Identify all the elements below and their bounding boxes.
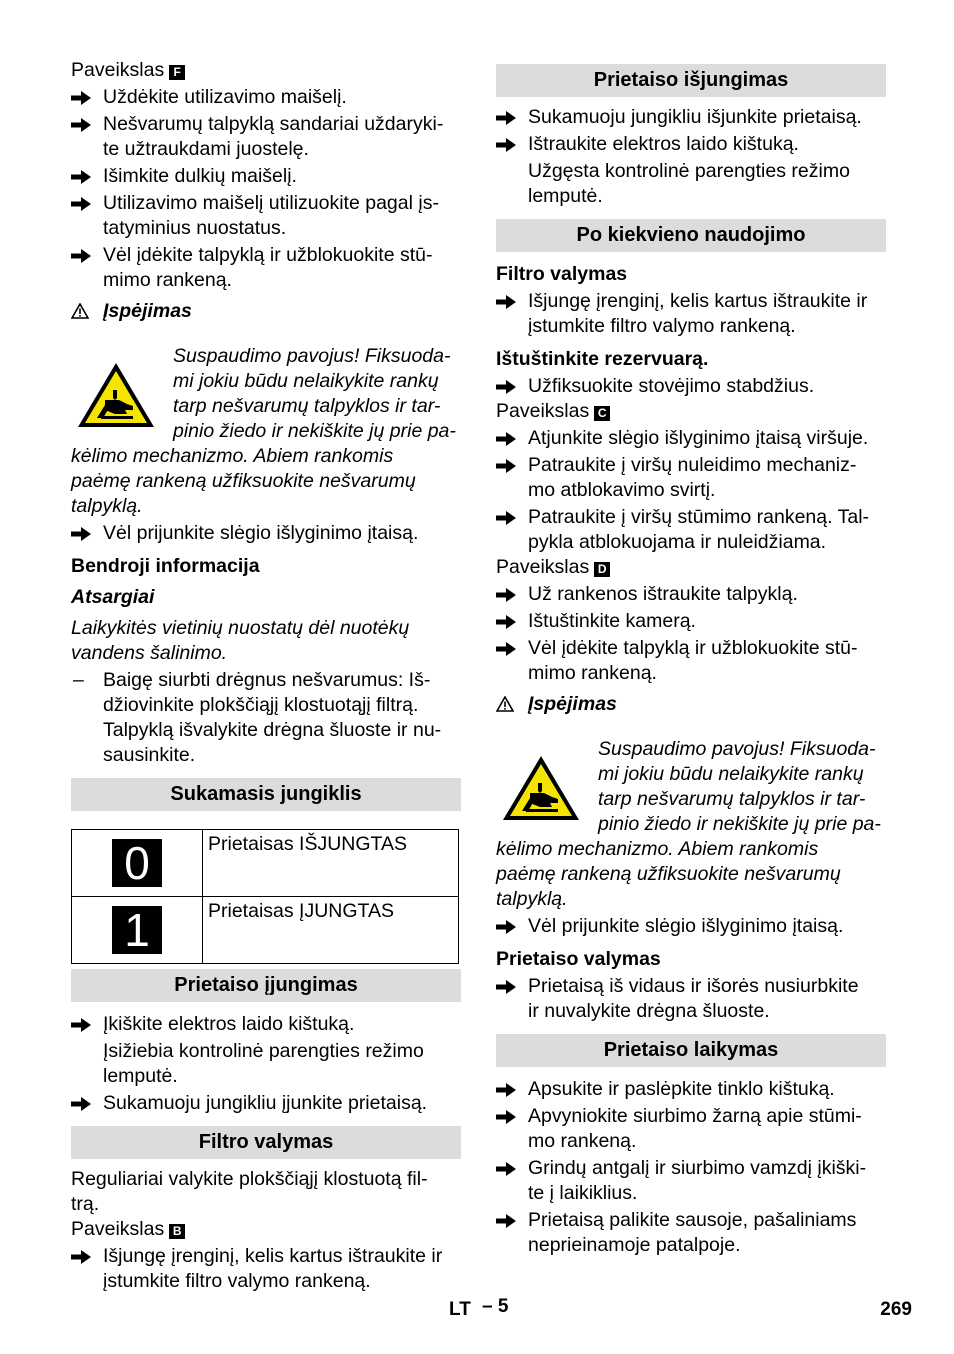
arrow-icon: [496, 1162, 516, 1176]
arrow-icon: [496, 432, 516, 446]
step-result: Užgęsta kontrolinė parengties režimo lemputė.: [528, 160, 850, 207]
section-title: Prietaiso valymas: [496, 947, 661, 970]
arrow-icon: [496, 1110, 516, 1124]
table-row: [72, 829, 459, 896]
list-item: Utilizavimo maišelį utilizuokite pagal įs- tatyminius nuostatus.: [71, 191, 461, 241]
figure-letter: B: [169, 1224, 185, 1239]
right-column: [496, 64, 886, 1258]
list-item: Užfiksuokite stovėjimo stabdžius.: [496, 374, 886, 399]
figure-reference: Paveikslas B: [71, 1217, 461, 1242]
arrow-icon: [496, 459, 516, 473]
arrow-icon: [496, 511, 516, 525]
footer-language: LT: [449, 1299, 471, 1320]
list-item: Apvyniokite siurbimo žarną apie stūmi- mo rankeną.: [496, 1104, 886, 1154]
warning-triangle-icon: [71, 303, 89, 319]
list-item: Vėl prijunkite slėgio išlyginimo įtaisą.: [496, 914, 886, 939]
table-cell: Prietaisas ĮJUNGTAS: [203, 896, 459, 963]
hand-crush-hazard-icon: [75, 360, 157, 430]
list-item: Vėl įdėkite talpyklą ir užblokuokite stū- mimo rankeną.: [71, 243, 461, 293]
list-item: Prietaisą iš vidaus ir išorės nusiurbkite ir nuvalykite drėgna šluoste.: [496, 974, 886, 1024]
list-item: Uždėkite utilizavimo maišelį.: [71, 85, 461, 110]
section-heading: Prietaiso laikymas: [496, 1034, 886, 1067]
arrow-icon: [496, 1214, 516, 1228]
paragraph: Reguliariai valykite plokščiąjį klostuotą fil- trą.: [71, 1167, 428, 1215]
table-cell: Prietaisas IŠJUNGTAS: [203, 829, 459, 896]
list-item: Už rankenos ištraukite talpyklą.: [496, 582, 886, 607]
arrow-icon: [71, 1250, 91, 1264]
arrow-icon: [496, 380, 516, 394]
arrow-icon: [496, 920, 516, 934]
figure-reference: Paveikslas D: [496, 555, 886, 580]
table-row: [72, 896, 459, 963]
warning-title: Įspėjimas: [496, 692, 886, 717]
figure-reference: Paveikslas F: [71, 58, 461, 83]
figure-reference: Paveikslas C: [496, 399, 886, 424]
arrow-icon: [496, 980, 516, 994]
list-item: Išjungę įrenginį, kelis kartus ištraukite ir įstumkite filtro valymo rankeną.: [71, 1244, 461, 1294]
hand-crush-hazard-icon: [500, 753, 582, 823]
arrow-icon: [71, 1018, 91, 1032]
footer-page-ref: – 5: [482, 1296, 509, 1317]
arrow-icon: [71, 91, 91, 105]
arrow-icon: [496, 111, 516, 125]
list-item: Grindų antgalį ir siurbimo vamzdį įkiški- te į laikiklius.: [496, 1156, 886, 1206]
arrow-icon: [496, 615, 516, 629]
arrow-icon: [71, 249, 91, 263]
figure-letter: D: [594, 562, 610, 577]
caution-text: Laikykitės vietinių nuostatų dėl nuotėkų vandens šalinimo.: [71, 616, 410, 664]
section-heading: Po kiekvieno naudojimo: [496, 219, 886, 252]
warning-title: Įspėjimas: [71, 299, 461, 324]
list-item: Išjungę įrenginį, kelis kartus ištraukite ir įstumkite filtro valymo rankeną.: [496, 289, 886, 339]
arrow-icon: [496, 138, 516, 152]
section-heading: Filtro valymas: [71, 1126, 461, 1159]
section-title: Ištuštinkite rezervuarą.: [496, 348, 709, 370]
section-title: Filtro valymas: [496, 263, 628, 285]
switch-off-symbol: 0: [112, 839, 162, 887]
list-item: Ištraukite elektros laido kištuką.: [496, 132, 886, 157]
section-heading: Prietaiso įjungimas: [71, 969, 461, 1002]
list-item: Vėl įdėkite talpyklą ir užblokuokite stū- mimo rankeną.: [496, 636, 886, 686]
switch-on-symbol: 1: [112, 906, 162, 954]
bag-steps: [71, 85, 461, 293]
arrow-icon: [71, 197, 91, 211]
list-item: Vėl prijunkite slėgio išlyginimo įtaisą.: [71, 521, 461, 546]
list-item: Sukamuoju jungikliu įjunkite prietaisą.: [71, 1091, 461, 1116]
list-item: Nešvarumų talpyklą sandariai uždaryki- te užtraukdami juostelę.: [71, 112, 461, 162]
section-heading: Sukamasis jungiklis: [71, 778, 461, 811]
list-item: Sukamuoju jungikliu išjunkite prietaisą.: [496, 105, 886, 130]
list-item: Ištuštinkite kamerą.: [496, 609, 886, 634]
list-item: – Baigę siurbti drėgnus nešvarumus: Iš- džiovinkite plokščiąjį klostuotąjį filtrą. Talpyklą išvalykite drėgna šluoste ir nu- sausinkite.: [73, 668, 442, 766]
figure-letter: C: [594, 406, 610, 421]
list-item: Atjunkite slėgio išlyginimo įtaisą viršuje.: [496, 426, 886, 451]
arrow-icon: [496, 1083, 516, 1097]
arrow-icon: [71, 1097, 91, 1111]
arrow-icon: [496, 295, 516, 309]
warning-text: Suspaudimo pavojus! Fiksuoda- mi jokiu būdu nelaikykite rankų tarp nešvarumų talpyklos ir tar- pinio žiedo ir nekiškite jų prie pa- kėlimo mechanizmo. Abiem rankomis paėmę rankeną užfiksuokite nešvarumų talpyklą.: [71, 344, 456, 517]
list-item: Įkiškite elektros laido kištuką.: [71, 1012, 461, 1037]
list-item: Patraukite į viršų stūmimo rankeną. Tal- pykla atblokuojama ir nuleidžiama.: [496, 505, 886, 555]
page-number: 269: [880, 1299, 912, 1320]
caution-title: Atsargiai: [71, 585, 155, 608]
arrow-icon: [496, 642, 516, 656]
list-item: Išimkite dulkių maišelį.: [71, 164, 461, 189]
list-item: Prietaisą palikite sausoje, pašaliniams neprieinamoje patalpoje.: [496, 1208, 886, 1258]
section-heading: Prietaiso išjungimas: [496, 64, 886, 97]
arrow-icon: [496, 588, 516, 602]
switch-table: [71, 829, 459, 964]
list-item: Patraukite į viršų nuleidimo mechaniz- mo atblokavimo svirtį.: [496, 453, 886, 503]
arrow-icon: [71, 527, 91, 541]
left-column: [71, 58, 461, 1294]
warning-triangle-icon: [496, 696, 514, 712]
section-title: Bendroji informacija: [71, 554, 260, 577]
figure-letter: F: [169, 65, 185, 80]
arrow-icon: [71, 170, 91, 184]
warning-text: Suspaudimo pavojus! Fiksuoda- mi jokiu būdu nelaikykite rankų tarp nešvarumų talpyklos ir tar- pinio žiedo ir nekiškite jų prie pa- kėlimo mechanizmo. Abiem rankomis paėmę rankeną užfiksuokite nešvarumų talpyklą.: [496, 737, 881, 910]
arrow-icon: [71, 118, 91, 132]
list-item: Apsukite ir paslėpkite tinklo kištuką.: [496, 1077, 886, 1102]
step-result: Įsižiebia kontrolinė parengties režimo lemputė.: [103, 1039, 424, 1087]
